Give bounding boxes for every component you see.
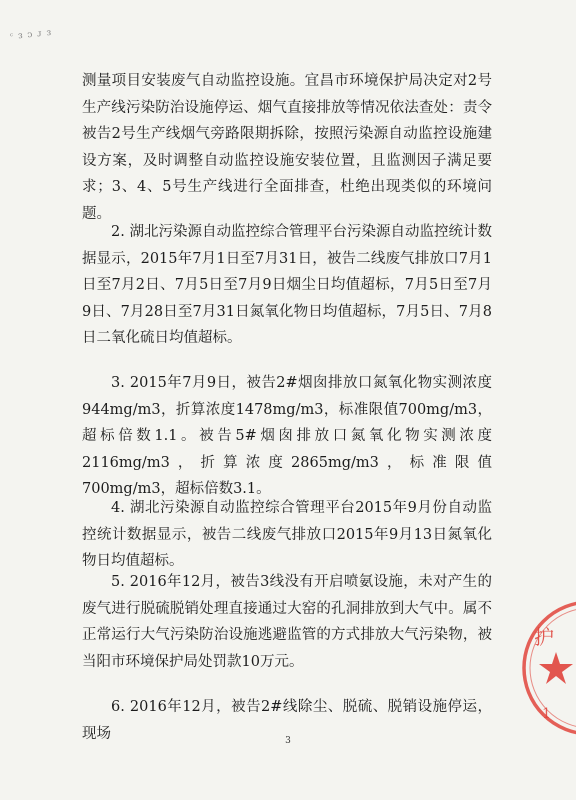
paragraph-item-3: 3. 2015年7月9日，被告2#烟囱排放口氮氧化物实测浓度944mg/m3，折算浓度1478mg/m3，标准限值700mg/m3，超标倍数1.1。被告5#烟囱排放口氮氧化物实测浓度2116mg/m3，折算浓度2865mg/m3，标准限值700mg/m3，超标倍数3.1。 (82, 375, 492, 497)
paragraph-item-2: 2. 湖北污染源自动监控综合管理平台污染源自动监控统计数据显示，2015年7月1日至7月31日，被告二线废气排放口7月1日至7月2日、7月5日至7月9日烟尘日均值超标，7月5日至7月9日、7月28日至7月31日氮氧化物日均值超标，7月5日、7月8日二氧化硫日均值超标。 (82, 224, 492, 346)
paragraph-item-6: 6. 2016年12月，被告2#线除尘、脱硫、脱销设施停运，现场 (82, 699, 492, 742)
corner-scan-mark: ᶜ ᴈ ᴐ ᴊ ᴈ (9, 27, 53, 43)
paragraph-continued: 测量项目安装废气自动监控设施。宜昌市环境保护局决定对2号生产线污染防治设施停运、烟气直接排放等情况依法查处：责令被告2号生产线烟气旁路限期拆除，按照污染源自动监控设施建设方案，及时调整自动监控设施安装位置，且监测因子满足要求；3、4、5号生产线进行全面排查，杜绝出现类似的环境问题。 (82, 73, 492, 222)
official-seal (512, 590, 576, 740)
paragraph-item-4: 4. 湖北污染源自动监控综合管理平台2015年9月份自动监控统计数据显示，被告二线废气排放口2015年9月13日氮氧化物日均值超标。 (82, 500, 492, 569)
page-number: 3 (285, 736, 291, 746)
svg-text:护: 护 (534, 625, 554, 649)
seal-graphic (512, 590, 576, 740)
paragraph-item-5: 5. 2016年12月，被告3线没有开启喷氨设施，未对产生的废气进行脱硫脱销处理直接通过大窑的孔洞排放到大气中。属不正常运行大气污染防治设施逃避监管的方式排放大气污染物，被当阳市环境保护局处罚款10万元。 (82, 574, 492, 670)
svg-text:1: 1 (542, 706, 551, 722)
